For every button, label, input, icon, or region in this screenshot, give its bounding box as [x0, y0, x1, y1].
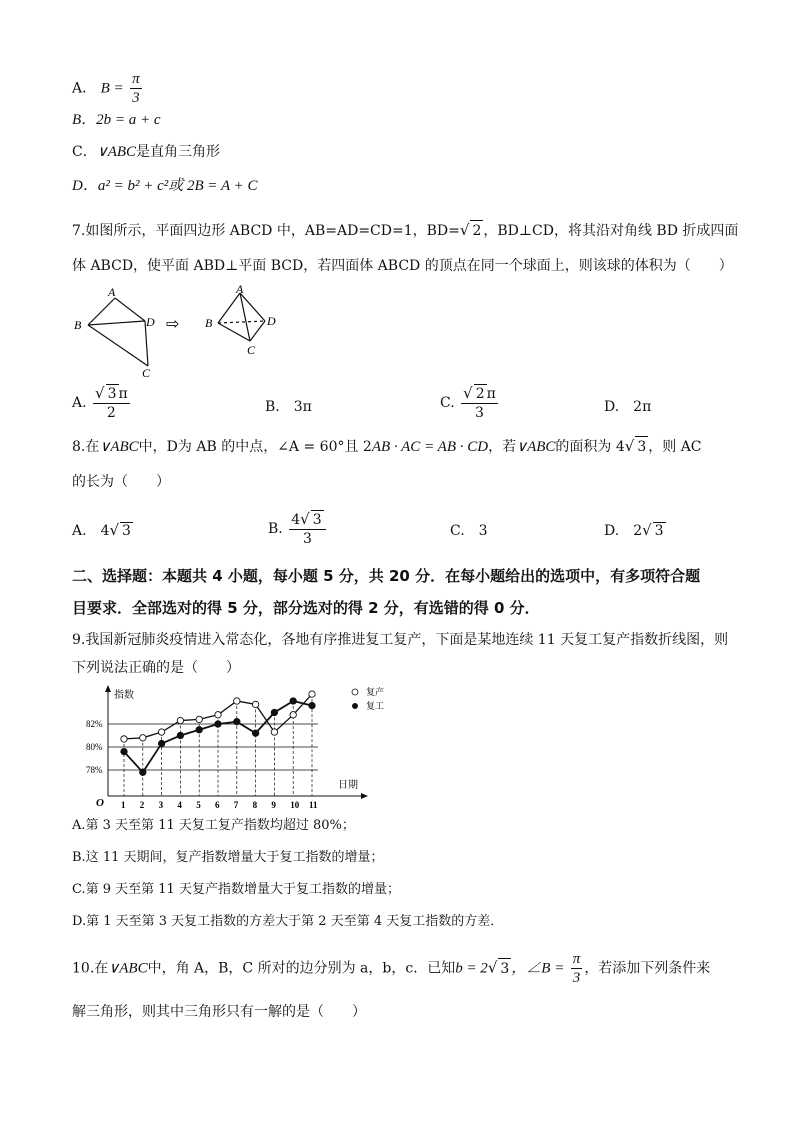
- x-tick-label: 9: [271, 800, 276, 810]
- q9-option-b: B.这 11 天期间，复产指数增量大于复工指数的增量；: [72, 850, 384, 865]
- q8-option-b: B. $\frac{4√ 3}{3}$: [268, 510, 328, 548]
- data-point-fugong: [215, 721, 221, 727]
- q7-stem-line1: 7.如图所示，平面四边形 ABCD 中，AB=AD=CD=1，BD=√ 2 ，BD⊥CD，将其沿对角线 BD 折成四面: [72, 221, 739, 239]
- q7-option-a: A. $\frac{√ 3 \pi}{2}$: [72, 384, 128, 421]
- section2-heading-line1: 二、选择题：本题共 4 小题，每小题 5 分，共 20 分．在每小题给出的选项中，有多项符合题: [72, 567, 701, 585]
- q6-option-c: C．∨ABC是直角三角形: [72, 144, 221, 160]
- q9-option-c: C.第 9 天至第 11 天复产指数增量大于复工指数的增量；: [72, 882, 400, 897]
- quadrilateral-figure: [88, 298, 148, 366]
- x-axis-label: 日期: [338, 780, 358, 791]
- data-point-fugong: [158, 740, 164, 746]
- tetrahedron-figure: [218, 293, 265, 341]
- x-tick-label: 2: [139, 800, 145, 810]
- x-tick-label: 5: [196, 800, 201, 810]
- x-tick-label: 6: [215, 800, 220, 810]
- q7-figure: [70, 283, 300, 378]
- legend-marker-filled: [352, 703, 358, 709]
- data-point-fuchan: [158, 729, 164, 735]
- data-point-fuchan: [234, 698, 240, 704]
- data-point-fuchan: [271, 729, 277, 735]
- data-point-fuchan: [252, 701, 258, 707]
- data-point-fugong: [234, 719, 240, 725]
- data-point-fugong: [177, 732, 183, 738]
- q8-stem-line1: 8.在∨ABC中，D为 AB 的中点，∠A = 60°且 2AB · AC = AB · CD，若∨ABC的面积为 4√ 3 ，则 AC: [72, 437, 702, 455]
- q7-option-c: C. $\frac{√ 2 \pi}{3}$: [440, 384, 496, 421]
- q8-stem-line2: 的长为（ ）: [72, 474, 170, 490]
- q9-option-a: A.第 3 天至第 11 天复工复产指数均超过 80%；: [72, 818, 355, 833]
- data-point-fugong: [140, 769, 146, 775]
- q7-option-b: B. 3π: [265, 399, 312, 415]
- data-point-fugong: [290, 698, 296, 704]
- y-tick-label: 78%: [86, 765, 103, 775]
- q8-option-c: C. 3: [450, 523, 488, 539]
- legend-label-0: 复产: [366, 687, 385, 697]
- q7-stem-line2: 体 ABCD，使平面 ABD⊥平面 BCD，若四面体 ABCD 的顶点在同一个球面上，则该球的体积为（ ）: [72, 258, 733, 274]
- fig1-label-c: C: [142, 366, 151, 380]
- x-tick-label: 1: [121, 800, 126, 810]
- q8-option-d: D. 2√ 3: [604, 521, 664, 539]
- x-tick-label: 8: [252, 800, 258, 810]
- q8-vector-equation: AB · AC = AB · CD: [371, 439, 489, 455]
- q9-stem-line2: 下列说法正确的是（ ）: [72, 660, 240, 676]
- data-point-fuchan: [140, 735, 146, 741]
- q10-stem-line2: 解三角形，则其中三角形只有一解的是（ ）: [72, 1004, 366, 1020]
- y-tick-label: 82%: [86, 719, 103, 729]
- data-point-fugong: [121, 748, 127, 754]
- origin-label: O: [96, 797, 104, 809]
- q7-option-d: D. 2π: [604, 399, 652, 415]
- x-tick-label: 10: [290, 800, 300, 810]
- fig2-label-d: D: [267, 314, 276, 328]
- fig2-label-c: C: [247, 343, 256, 357]
- x-axis-arrow-icon: [361, 793, 368, 799]
- x-tick-label: 4: [177, 800, 182, 810]
- q9-line-chart: [80, 684, 385, 812]
- chart-legend: [352, 686, 384, 711]
- fig2-label-b: B: [205, 316, 213, 330]
- data-point-fuchan: [177, 717, 183, 723]
- x-tick-label: 7: [233, 800, 239, 810]
- q6-option-a: A． B = $\frac{\pi}{3}$: [72, 71, 140, 106]
- legend-marker-open: [352, 689, 358, 695]
- fig1-label-b: B: [74, 318, 82, 332]
- data-point-fuchan: [121, 736, 127, 742]
- x-tick-label: 11: [309, 800, 318, 810]
- fold-arrow-icon: ⇨: [166, 316, 180, 333]
- section2-heading-line2: 目要求．全部选对的得 5 分，部分选对的得 2 分，有选错的得 0 分．: [72, 599, 540, 617]
- fig1-label-a: A: [108, 285, 116, 299]
- fig1-label-d: D: [146, 315, 155, 329]
- y-axis-arrow-icon: [105, 685, 111, 692]
- y-axis-label: 指数: [114, 690, 134, 701]
- data-point-fuchan: [309, 691, 315, 697]
- y-tick-label: 80%: [86, 742, 103, 752]
- q9-stem-line1: 9.我国新冠肺炎疫情进入常态化，各地有序推进复工复产，下面是某地连续 11 天复工复产指数折线图，则: [72, 632, 729, 648]
- q6-option-d: D．a² = b² + c²或 2B = A + C: [72, 178, 258, 194]
- data-point-fugong: [252, 730, 258, 736]
- data-point-fugong: [309, 702, 315, 708]
- fig2-label-a: A: [236, 282, 244, 296]
- data-point-fugong: [271, 709, 277, 715]
- data-point-fuchan: [215, 712, 221, 718]
- data-point-fuchan: [196, 716, 202, 722]
- data-point-fuchan: [290, 712, 296, 718]
- q9-option-d: D.第 1 天至第 3 天复工指数的方差大于第 2 天至第 4 天复工指数的方差．: [72, 914, 504, 929]
- q6-option-b: B．2b = a + c: [72, 112, 161, 128]
- x-tick-label: 3: [158, 800, 164, 810]
- q10-stem-line1: 10.在∨ABC中，角 A，B，C 所对的边分别为 a，b，c．已知b = 2√ 3 ，∠B = $\frac{\pi}{3}$ ，若添加下列条件来: [72, 951, 711, 986]
- legend-label-1: 复工: [366, 701, 385, 711]
- data-point-fugong: [196, 727, 202, 733]
- q8-option-a: A. 4√ 3: [72, 521, 131, 539]
